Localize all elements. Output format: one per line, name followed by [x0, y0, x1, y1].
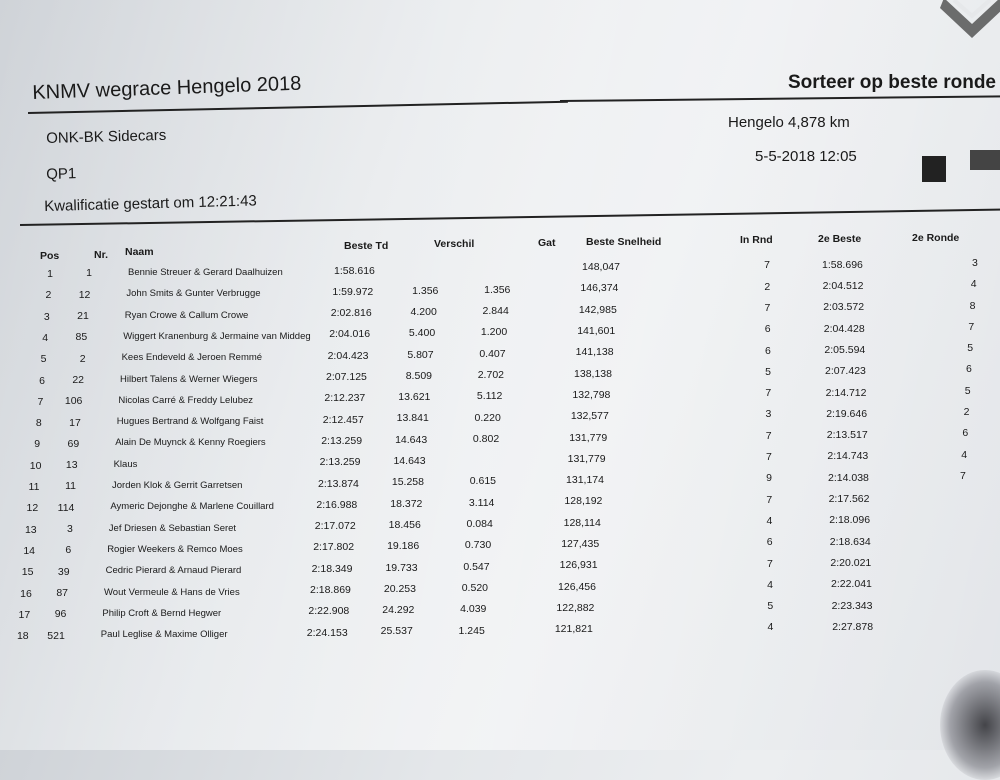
cell-second: 2:27.878	[832, 620, 874, 633]
cell-second: 2:14.712	[825, 386, 867, 399]
cell-second-lap: 3	[972, 256, 978, 269]
session-start: Kwalificatie gestart om 12:21:43	[44, 192, 257, 215]
column-header-speed: Beste Snelheid	[586, 236, 662, 248]
race-class: ONK-BK Sidecars	[46, 126, 167, 147]
cell-diff: 18.456	[388, 518, 421, 531]
checkered-flag-block	[970, 150, 1000, 170]
cell-best: 2:16.988	[316, 498, 358, 511]
cell-name: Jef Driesen & Sebastian Seret	[108, 522, 237, 534]
column-header-gap: Gat	[538, 237, 556, 249]
cell-lap: 4	[766, 514, 773, 527]
cell-diff: 5.400	[408, 327, 436, 340]
cell-best: 2:13.259	[321, 434, 363, 447]
cell-best: 2:22.908	[308, 605, 350, 618]
cell-nr: 521	[47, 629, 65, 642]
cell-lap: 7	[765, 451, 772, 464]
cell-second: 2:14.743	[827, 450, 869, 463]
cell-second-lap: 7	[968, 320, 975, 333]
cell-best: 1:58.616	[334, 264, 375, 277]
cell-best: 2:24.153	[306, 626, 348, 639]
cell-pos: 7	[37, 395, 44, 408]
cell-diff: 8.509	[405, 369, 432, 382]
cell-pos: 18	[16, 630, 29, 643]
cell-second: 2:17.562	[828, 493, 870, 506]
cell-nr: 39	[57, 565, 70, 578]
cell-diff: 13.621	[398, 391, 431, 404]
cell-nr: 3	[66, 523, 73, 536]
cell-lap: 7	[766, 493, 773, 506]
cell-name: Rogier Weekers & Remco Moes	[107, 543, 243, 555]
cell-nr: 114	[57, 501, 75, 514]
cell-nr: 96	[54, 608, 67, 621]
cell-second: 2:23.343	[831, 599, 873, 612]
cell-nr: 11	[65, 480, 76, 493]
cell-best: 2:13.874	[318, 477, 359, 490]
cell-best: 2:12.457	[322, 413, 364, 426]
cell-diff: 5.807	[407, 348, 434, 361]
cell-second: 2:18.096	[829, 514, 871, 527]
checkered-flag-block	[922, 156, 946, 182]
cell-diff: 18.372	[390, 497, 423, 510]
cell-diff: 13.841	[396, 412, 429, 425]
cell-second: 2:13.517	[826, 429, 868, 442]
cell-speed: 146,374	[580, 282, 619, 295]
cell-best: 2:02.816	[330, 307, 372, 320]
cell-gap: 2.702	[477, 368, 504, 381]
cell-lap: 9	[766, 472, 772, 485]
session-name: QP1	[46, 165, 77, 183]
cell-gap: 0.220	[474, 411, 501, 424]
column-header-best: Beste Td	[344, 240, 389, 252]
cell-diff: 14.643	[393, 455, 426, 468]
cell-nr: 2	[79, 352, 86, 365]
cell-second: 2:19.646	[826, 407, 868, 420]
cell-lap: 7	[764, 259, 770, 272]
cell-gap: 0.520	[461, 581, 488, 594]
sort-title: Sorteer op beste ronde	[788, 72, 996, 93]
cell-speed: 131,779	[569, 431, 608, 444]
cell-pos: 3	[43, 310, 50, 323]
column-header-diff: Verschil	[434, 238, 475, 250]
cell-second: 2:07.423	[825, 365, 866, 378]
cell-speed: 141,601	[577, 325, 616, 338]
cell-nr: 87	[56, 586, 68, 599]
cell-second: 1:58.696	[822, 258, 863, 271]
cell-gap: 1.245	[458, 624, 485, 637]
cell-gap: 0.407	[479, 347, 506, 360]
cell-diff: 1.356	[412, 284, 439, 297]
cell-gap: 0.084	[466, 518, 493, 531]
cell-gap: 0.547	[463, 560, 490, 573]
cell-name: Aymeric Dejonghe & Marlene Couillard	[110, 501, 274, 513]
cell-second-lap: 6	[962, 427, 969, 440]
cell-pos: 14	[23, 544, 36, 557]
cell-lap: 5	[767, 600, 774, 613]
cell-diff: 25.537	[380, 625, 413, 638]
cell-name: Paul Leglise & Maxime Olliger	[100, 629, 228, 641]
cell-best: 2:07.125	[326, 371, 367, 384]
cell-best: 2:17.072	[314, 520, 356, 533]
cell-diff: 4.200	[410, 305, 437, 318]
cell-diff: 15.258	[391, 476, 424, 489]
cell-diff: 19.733	[385, 561, 418, 574]
cell-gap: 5.112	[476, 390, 503, 403]
cell-second: 2:20.021	[830, 556, 872, 569]
cell-lap: 3	[765, 408, 772, 421]
cell-pos: 1	[47, 268, 53, 280]
cell-gap: 1.200	[480, 326, 508, 339]
cell-name: Hugues Bertrand & Wolfgang Faist	[116, 416, 264, 428]
cell-pos: 15	[21, 566, 34, 579]
cell-speed: 122,882	[556, 601, 595, 614]
cell-name: Jorden Klok & Gerrit Garretsen	[112, 480, 243, 492]
shadow	[940, 670, 1000, 780]
cell-speed: 138,138	[574, 367, 612, 380]
cell-nr: 13	[65, 459, 78, 472]
cell-name: Hilbert Talens & Werner Wiegers	[120, 373, 258, 385]
cell-second: 2:22.041	[831, 578, 872, 591]
cell-diff: 14.643	[395, 433, 428, 446]
cell-name: Nicolas Carré & Freddy Lelubez	[118, 394, 254, 406]
cell-lap: 7	[766, 557, 773, 570]
cell-name: Cedric Pierard & Arnaud Pierard	[105, 565, 242, 577]
column-header-second: 2e Beste	[818, 233, 862, 245]
title-underline	[28, 101, 568, 114]
knmv-logo-icon	[938, 0, 1000, 40]
cell-diff: 19.186	[387, 540, 420, 553]
cell-second: 2:14.038	[828, 471, 869, 484]
cell-gap: 1.356	[484, 283, 511, 296]
cell-best: 2:04.016	[329, 328, 371, 341]
cell-lap: 6	[766, 536, 773, 549]
cell-pos: 12	[26, 502, 39, 515]
cell-pos: 2	[45, 289, 52, 302]
cell-speed: 128,192	[564, 495, 603, 508]
cell-gap: 4.039	[460, 603, 487, 616]
cell-speed: 128,114	[563, 516, 601, 529]
cell-pos: 10	[29, 459, 42, 472]
cell-lap: 7	[765, 429, 772, 442]
cell-name: Wiggert Kranenburg & Jermaine van Middeg	[123, 330, 311, 342]
cell-gap: 3.114	[468, 496, 495, 509]
cell-name: John Smits & Gunter Verbrugge	[126, 288, 261, 300]
cell-speed: 132,798	[572, 388, 611, 401]
cell-name: Philip Croft & Bernd Hegwer	[102, 607, 222, 619]
column-header-pos: Pos	[40, 250, 60, 262]
cell-name: Bennie Streuer & Gerard Daalhuizen	[128, 267, 283, 279]
cell-second: 2:03.572	[823, 301, 865, 314]
cell-lap: 6	[764, 323, 771, 336]
cell-lap: 2	[764, 280, 771, 293]
cell-nr: 17	[69, 416, 81, 429]
cell-pos: 5	[40, 353, 47, 366]
cell-nr: 85	[75, 331, 88, 344]
cell-lap: 4	[767, 578, 773, 591]
cell-pos: 17	[18, 608, 31, 621]
event-title: KNMV wegrace Hengelo 2018	[32, 72, 302, 104]
cell-name: Ryan Crowe & Callum Crowe	[124, 309, 249, 321]
cell-second-lap: 5	[964, 384, 971, 397]
cell-second-lap: 4	[961, 448, 968, 461]
cell-nr: 1	[86, 267, 92, 280]
cell-lap: 5	[765, 365, 771, 378]
cell-diff: 24.292	[382, 604, 415, 617]
cell-speed: 126,456	[558, 580, 596, 593]
cell-speed: 148,047	[582, 261, 620, 274]
cell-pos: 8	[35, 417, 42, 430]
cell-second-lap: 7	[960, 469, 966, 482]
cell-nr: 22	[72, 373, 84, 386]
cell-best: 2:18.349	[311, 562, 353, 575]
cell-lap: 7	[765, 387, 772, 400]
cell-second-lap: 5	[967, 342, 974, 355]
column-header-nr: Nr.	[94, 249, 109, 261]
cell-lap: 4	[767, 621, 774, 634]
cell-name: Alain De Muynck & Kenny Roegiers	[115, 437, 266, 449]
cell-pos: 13	[24, 523, 37, 536]
cell-pos: 16	[20, 587, 32, 600]
cell-speed: 142,985	[578, 303, 617, 316]
cell-second: 2:18.634	[829, 535, 871, 548]
cell-pos: 9	[34, 438, 41, 451]
cell-second: 2:05.594	[824, 343, 866, 356]
cell-name: Kees Endeveld & Jeroen Remmé	[121, 352, 263, 364]
cell-gap: 2.844	[482, 305, 509, 318]
session-datetime: 5-5-2018 12:05	[755, 148, 857, 165]
cell-lap: 6	[764, 344, 771, 357]
cell-speed: 131,779	[567, 452, 606, 465]
column-header-name: Naam	[125, 246, 154, 258]
cell-best: 2:13.259	[319, 456, 361, 469]
cell-speed: 141,138	[575, 346, 614, 359]
cell-pos: 6	[39, 374, 45, 387]
cell-speed: 132,577	[570, 410, 609, 423]
cell-pos: 11	[28, 481, 40, 493]
cell-speed: 131,174	[566, 474, 604, 487]
cell-speed: 121,821	[554, 623, 593, 636]
cell-speed: 127,435	[561, 538, 600, 551]
cell-nr: 12	[78, 288, 91, 301]
cell-best: 2:18.869	[310, 584, 351, 597]
cell-nr: 106	[64, 395, 83, 408]
cell-gap: 0.730	[464, 539, 492, 552]
cell-nr: 69	[67, 437, 80, 450]
cell-second-lap: 8	[969, 299, 976, 312]
cell-second: 2:04.512	[822, 280, 864, 293]
cell-best: 2:04.423	[327, 349, 369, 362]
column-header-lap: In Rnd	[740, 234, 773, 246]
cell-name: Klaus	[113, 458, 138, 470]
track-info: Hengelo 4,878 km	[728, 114, 850, 131]
cell-diff: 20.253	[383, 582, 416, 595]
cell-second-lap: 6	[966, 363, 972, 376]
cell-pos: 4	[42, 331, 49, 344]
cell-lap: 7	[764, 301, 771, 314]
column-header-second-lap: 2e Ronde	[912, 232, 960, 244]
cell-best: 2:17.802	[313, 541, 355, 554]
cell-second-lap: 4	[970, 278, 977, 291]
cell-speed: 126,931	[559, 559, 598, 572]
cell-name: Wout Vermeule & Hans de Vries	[104, 586, 240, 598]
cell-nr: 6	[65, 544, 72, 557]
cell-second-lap: 2	[963, 406, 970, 419]
cell-gap: 0.615	[469, 475, 496, 488]
cell-nr: 21	[77, 310, 89, 323]
cell-best: 1:59.972	[332, 285, 374, 298]
sort-title-underline	[560, 95, 1000, 102]
cell-best: 2:12.237	[324, 392, 366, 405]
cell-second: 2:04.428	[823, 322, 865, 335]
cell-gap: 0.802	[472, 432, 500, 445]
